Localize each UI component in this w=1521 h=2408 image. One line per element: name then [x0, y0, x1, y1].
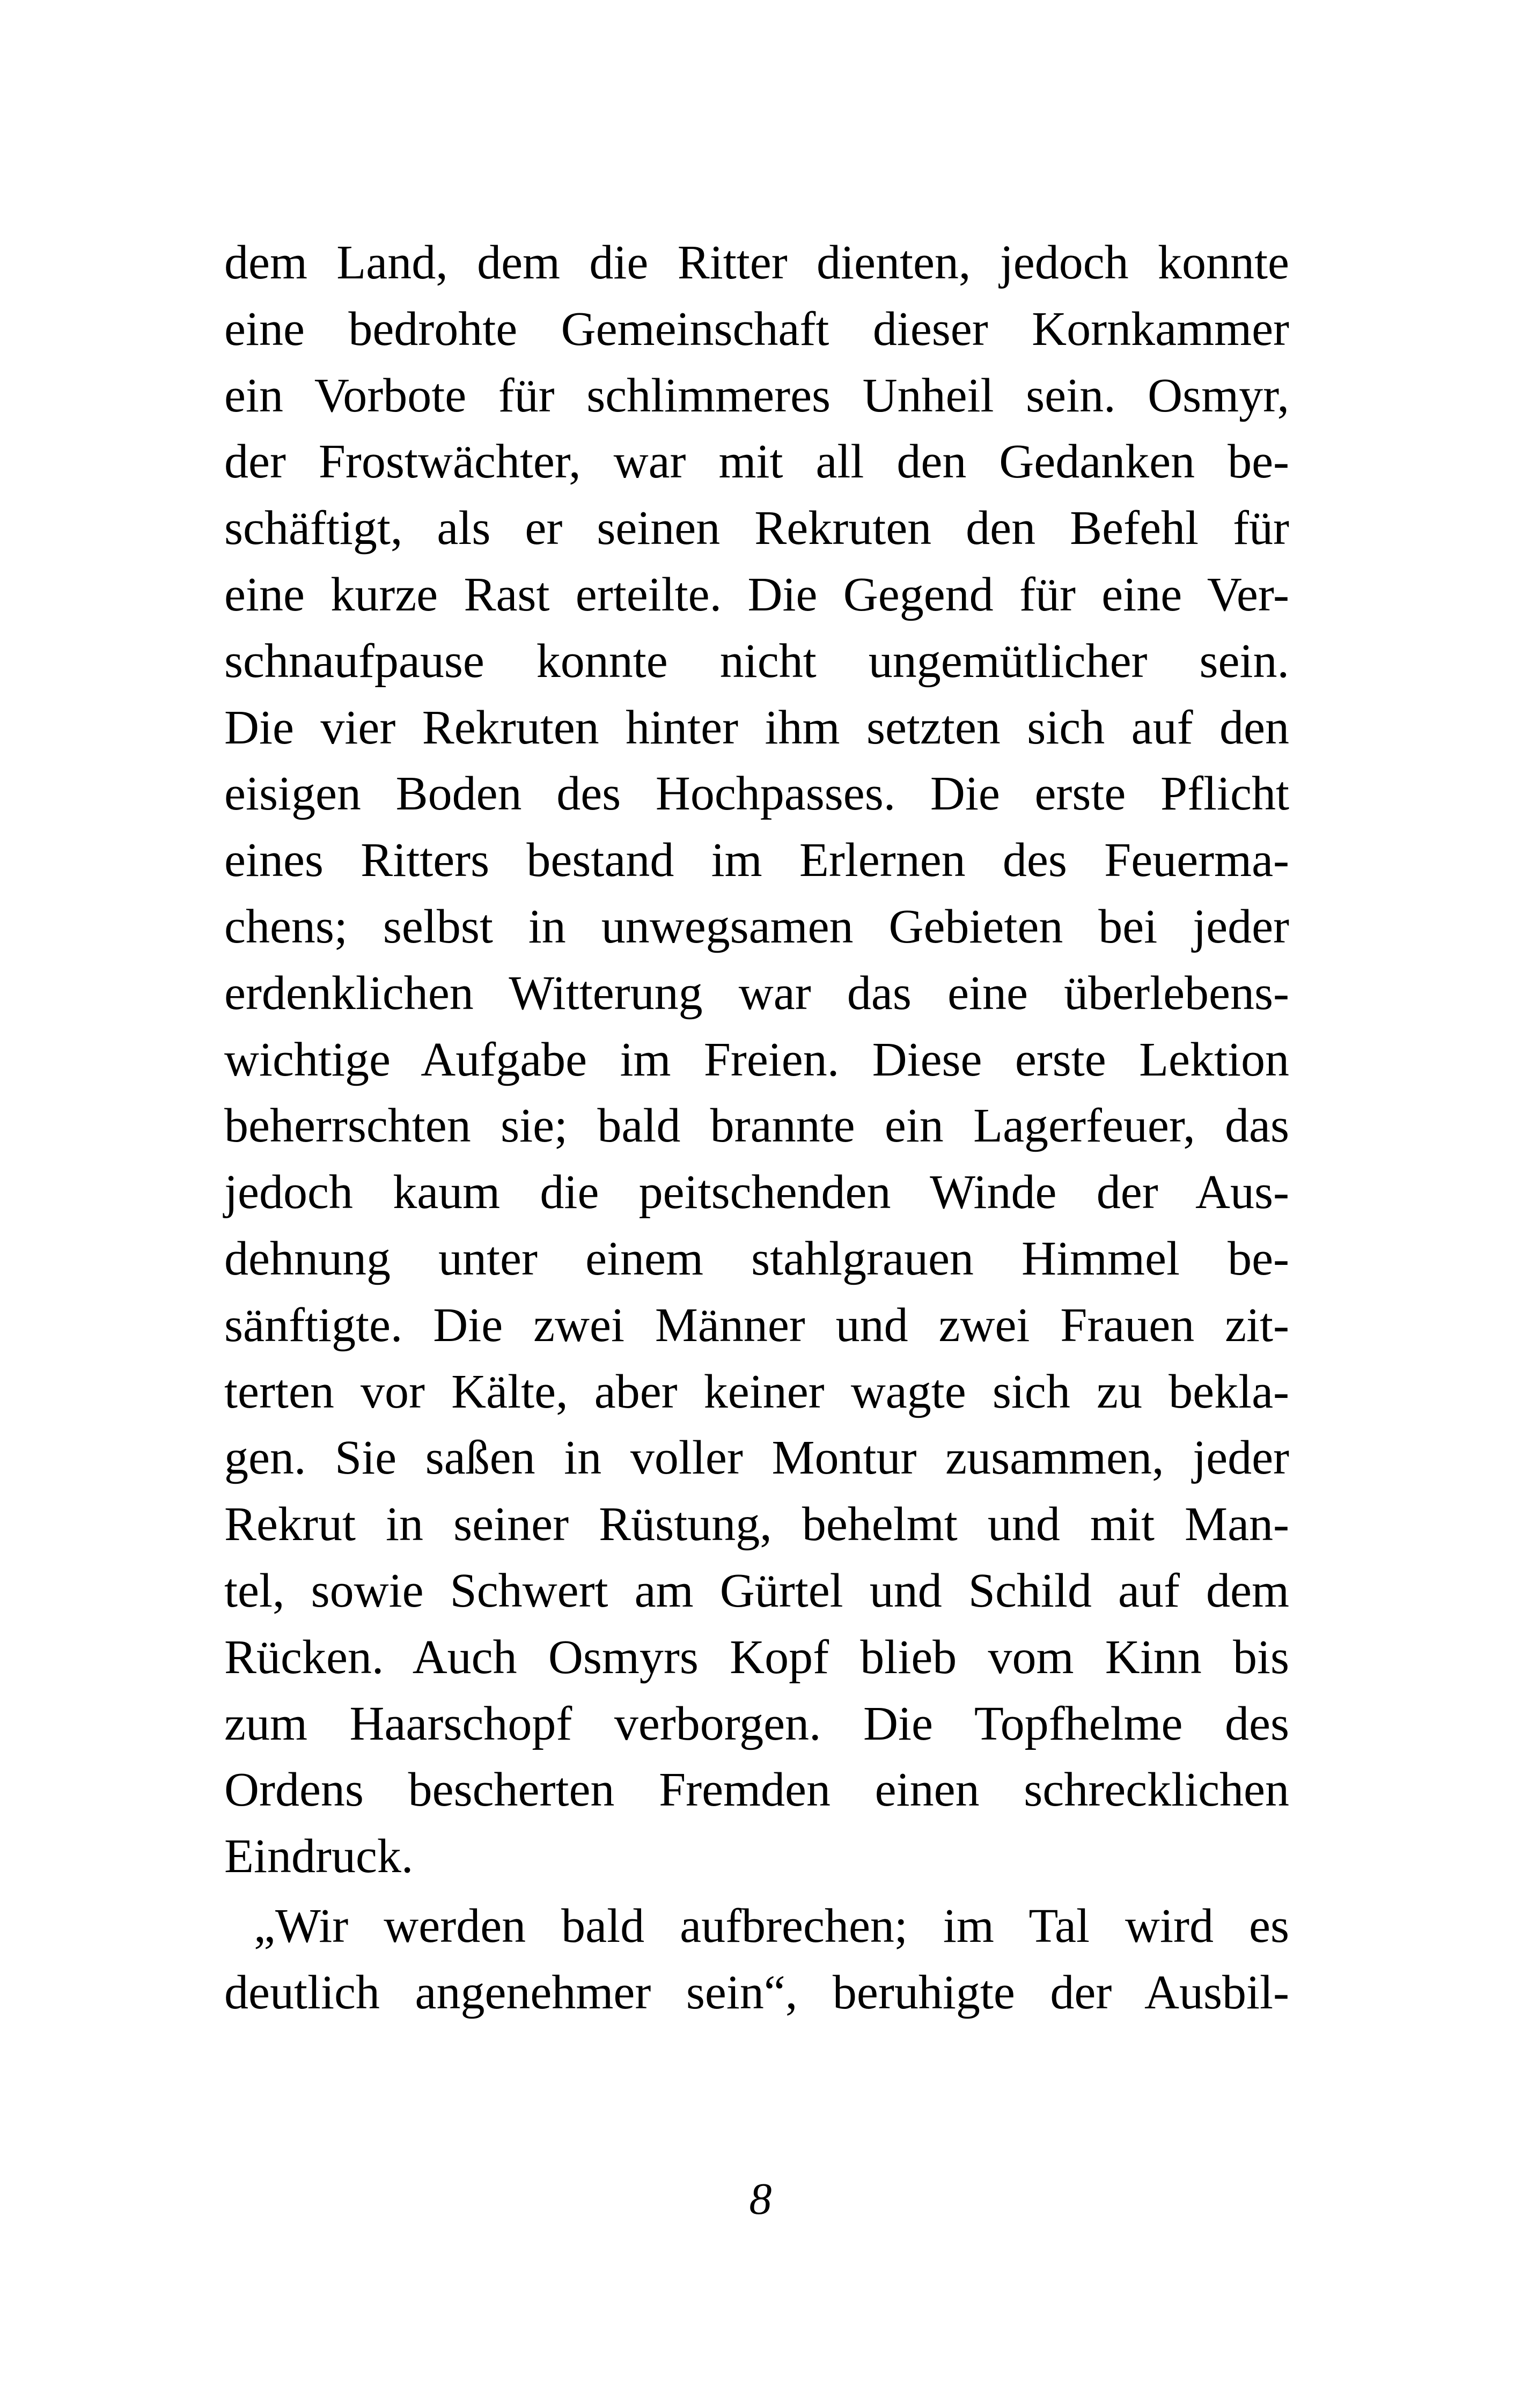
text-line: terten vor Kälte, aber keiner wagte sich zu bekla-: [224, 1365, 1289, 1418]
text-line: wichtige Aufgabe im Freien. Diese erste Lektion: [224, 1033, 1289, 1086]
text-line: erdenklichen Witterung war das eine überlebens-: [224, 966, 1289, 1020]
text-line: jedoch kaum die peitschenden Winde der Aus-: [224, 1166, 1289, 1219]
text-line: eisigen Boden des Hochpasses. Die erste Pflicht: [224, 767, 1289, 821]
text-line: Die vier Rekruten hinter ihm setzten sich auf den: [224, 701, 1289, 754]
text-line: Rekrut in seiner Rüstung, behelmt und mit Man-: [224, 1498, 1289, 1551]
text-line: sänftigte. Die zwei Männer und zwei Frauen zit-: [224, 1298, 1289, 1352]
text-line: ein Vorbote für schlimmeres Unheil sein. Osmyr,: [224, 369, 1289, 422]
text-line: deutlich angenehmer sein“, beruhigte der Ausbil-: [224, 1965, 1289, 2019]
text-line: schäftigt, als er seinen Rekruten den Befehl für: [224, 502, 1289, 555]
body-text: [224, 230, 1289, 2026]
text-line: eine bedrohte Gemeinschaft dieser Kornkammer: [224, 302, 1289, 356]
text-line: beherrschten sie; bald brannte ein Lagerfeuer, das: [224, 1099, 1289, 1153]
text-line: tel, sowie Schwert am Gürtel und Schild auf dem: [224, 1564, 1289, 1617]
text-line: Ordens bescherten Fremden einen schrecklichen: [224, 1763, 1289, 1817]
text-line: zum Haarschopf verborgen. Die Topfhelme des: [224, 1697, 1289, 1750]
text-line: gen. Sie saßen in voller Montur zusammen, jeder: [224, 1431, 1289, 1485]
text-line: Rücken. Auch Osmyrs Kopf blieb vom Kinn bis: [224, 1630, 1289, 1684]
text-line: schnaufpause konnte nicht ungemütlicher sein.: [224, 634, 1289, 688]
text-line: „Wir werden bald aufbrechen; im Tal wird es: [254, 1899, 1289, 1953]
text-line: chens; selbst in unwegsamen Gebieten bei jeder: [224, 900, 1289, 953]
text-line: dehnung unter einem stahlgrauen Himmel be-: [224, 1232, 1289, 1285]
text-line: der Frostwächter, war mit all den Gedanken be-: [224, 435, 1289, 489]
text-line: eine kurze Rast erteilte. Die Gegend für eine Ver-: [224, 568, 1289, 621]
text-line: dem Land, dem die Ritter dienten, jedoch konnte: [224, 236, 1289, 289]
page-number: 8: [749, 2174, 772, 2224]
text-line: eines Ritters bestand im Erlernen des Feuerma-: [224, 834, 1289, 887]
text-line: Eindruck.: [224, 1830, 414, 1883]
